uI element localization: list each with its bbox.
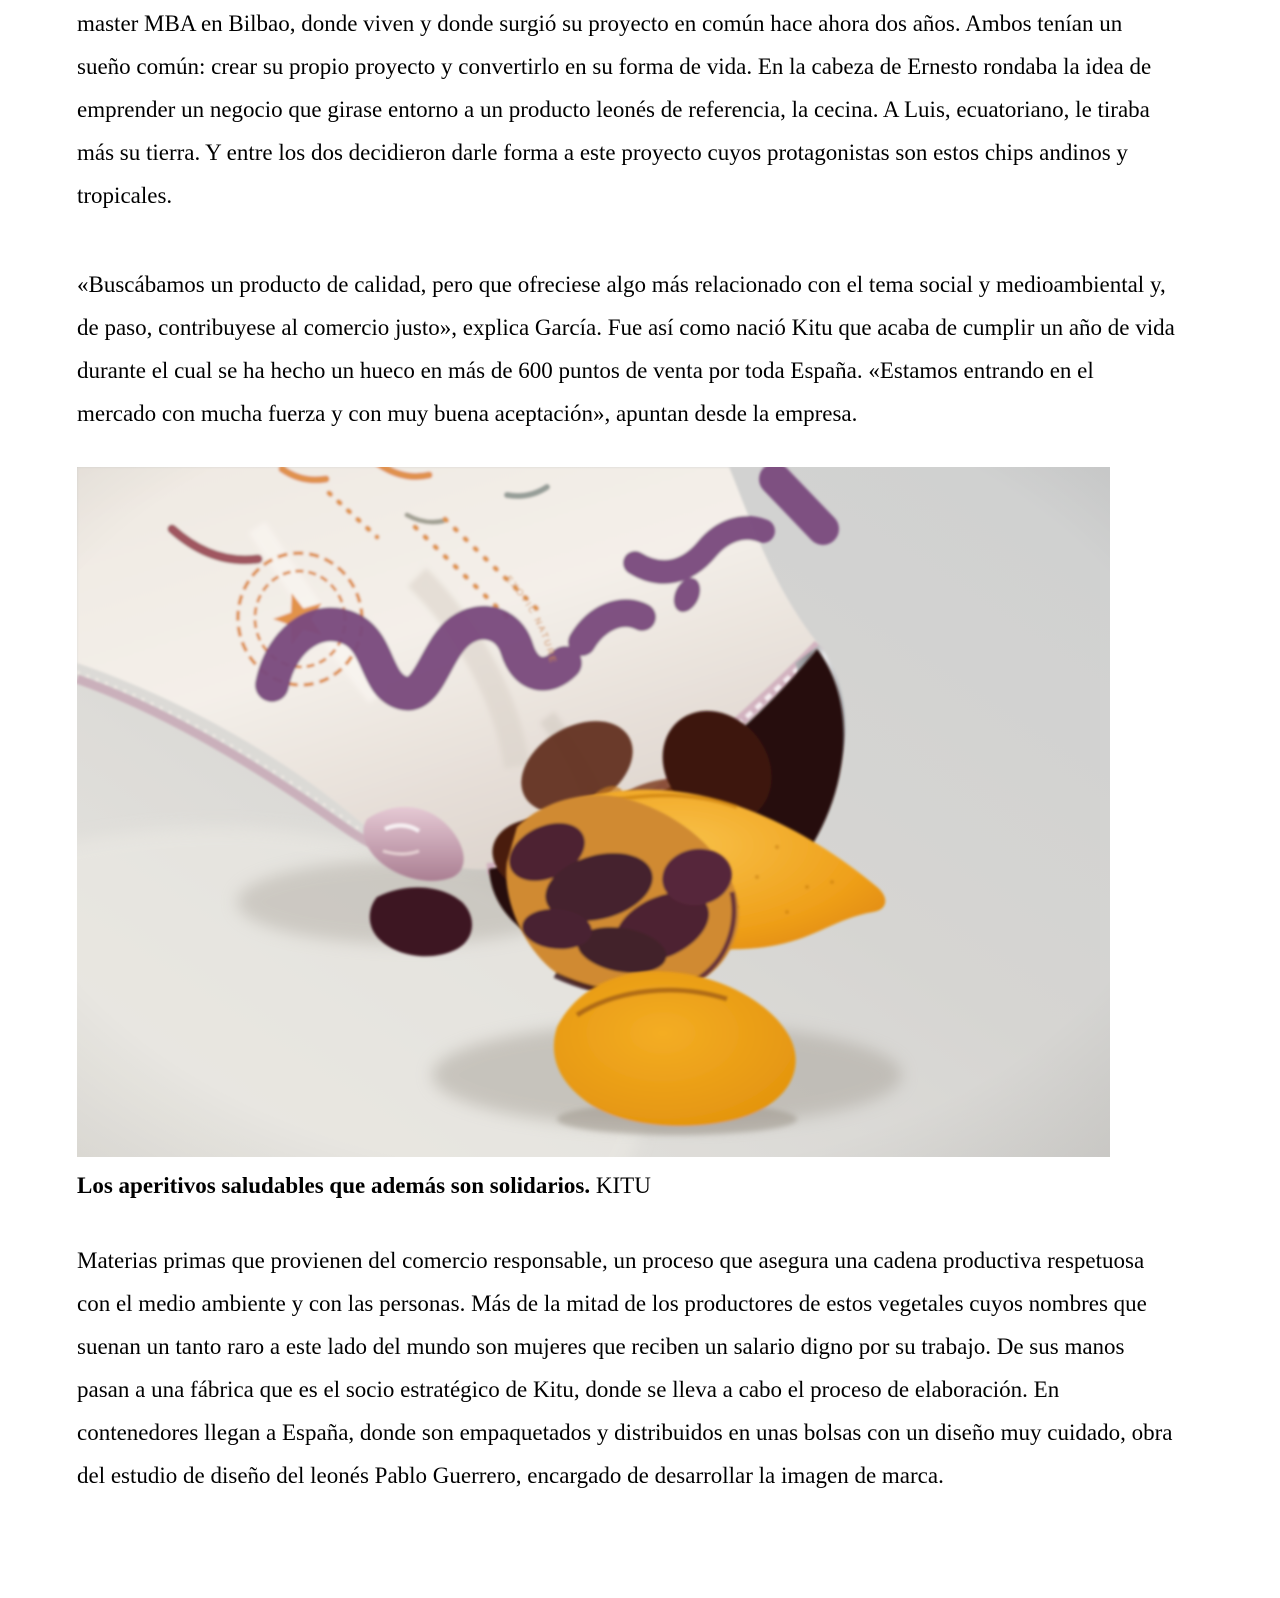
caption-text: Los aperitivos saludables que además son solidarios. [77,1173,591,1198]
article-image [77,467,1110,1201]
caption-credit: KITU [595,1173,651,1198]
article-paragraph: master MBA en Bilbao, donde viven y donde surgió su proyecto en común hace ahora dos años. Ambos tenían un sueño común: crear su propio proyecto y convertirlo en su forma de vida. En la cabeza de Ernesto rondaba la idea de emprender un negocio que girase entorno a un producto leonés de referencia, la cecina. A Luis, ecuatoriano, le tiraba más su tierra. Y entre los dos decidieron darle forma a este proyecto cuyos protagonistas son estos chips andinos y tropicales. [77,11,1152,208]
photo-vignette [77,467,1110,1157]
article-paragraph: «Buscábamos un producto de calidad, pero que ofreciese algo más relacionado con el tema social y medioambiental y, de paso, contribuyese al comercio justo», explica García. Fue así como nació Kitu que acaba de cumplir un año de vida durante el cual se ha hecho un hueco en más de 600 puntos de venta por toda España. «Estamos entrando en el mercado con mucha fuerza y con muy buena aceptación», apuntan desde la empresa. [77,272,1175,426]
chips-bag-photo [77,467,1110,1157]
image-caption [77,1171,1110,1201]
article-paragraph: Materias primas que provienen del comercio responsable, un proceso que asegura una cadena productiva respetuosa con el medio ambiente y con las personas. Más de la mitad de los productores de estos vegetales cuyos nombres que suenan un tanto raro a este lado del mundo son mujeres que reciben un salario digno por su trabajo. De sus manos pasan a una fábrica que es el socio estratégico de Kitu, donde se lleva a cabo el proceso de elaboración. En contenedores llegan a España, donde son empaquetados y distribuidos en unas bolsas con un diseño muy cuidado, obra del estudio de diseño del leonés Pablo Guerrero, encargado de desarrollar la imagen de marca. [77,1248,1173,1488]
